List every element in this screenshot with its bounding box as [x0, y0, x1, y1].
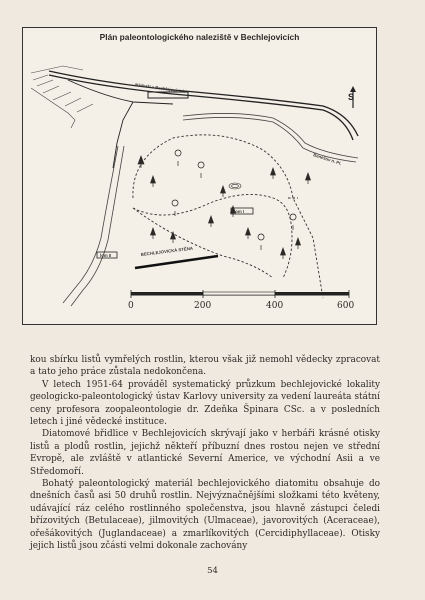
- scale-bar: [128, 290, 354, 311]
- page-number: 54: [207, 566, 218, 576]
- footpath: [133, 135, 323, 298]
- map-drawing: [23, 28, 378, 326]
- scale-tick-0: 0: [128, 301, 134, 311]
- site-map: [22, 27, 377, 325]
- scale-tick-200: 200: [194, 301, 212, 311]
- paragraph: kou sbírku listů vymřelých rostlin, kterou však již nemohl vědecky zpracovat a tato jeho práce zůstala nedokončena.: [30, 355, 380, 378]
- tree-symbols: [138, 150, 311, 259]
- paragraph: Bohatý paleontologický materiál bechlejovického diatomitu obsahuje do dnešních časů asi 50 druhů rostlin. Nejvýznačnějšími složkami této květeny, udávající ráz celého rostlinného společenstva, jsou hlavně zástupci čeledi břízovitých (Betulaceae), jilmovitých (Ulmaceae), javorovitých (Aceraceae), ořešákovitých (Juglandaceae) a zmarlíkovitých (Cercidiphyllaceae). Otisky jejich listů jsou zčásti velmi dokonale zachovány: [30, 479, 380, 552]
- road: [63, 113, 358, 306]
- paragraph: Diatomové břidlice v Bechlejovicích skrývají jako v herbáři krásné otisky listů a plodů rostlin, jejichž někteří příbuzní dnes rostou nejen ve střední Evropě, ale zvláště v atlantické Severní Americe, ve východní Asii a ve Středomoří.: [30, 429, 380, 477]
- station-label: Nádraží v Bechlejovicích: [134, 82, 186, 95]
- scale-tick-600: 600: [337, 301, 355, 311]
- mound-symbol: [229, 183, 241, 189]
- wall-label: BECHLEJOVICKÁ STĚNA: [140, 245, 194, 257]
- north-arrow-icon: [348, 86, 356, 108]
- road-label: Benešov n. Pl.: [312, 152, 343, 167]
- paragraph: V letech 1951-64 prováděl systematický průzkum bechlejovické lokality geologicko-paleontologický ústav Karlovy university za vedení laureáta státní ceny profesora zoopaleontologie dr. Zdeňka Špinara CSc. a v posledních letech i jiné vědecké instituce.: [30, 379, 380, 428]
- quarry-pit-2-label: lom II: [100, 253, 112, 258]
- terrain-hatching: [31, 66, 93, 128]
- quarry-pit-1-label: lom I: [234, 209, 245, 214]
- map-title: Plán paleontologického naleziště v Bechlejovicích: [99, 32, 300, 42]
- scale-tick-400: 400: [266, 301, 284, 311]
- north-label: S: [348, 92, 355, 102]
- bechlejovice-wall: [135, 256, 218, 268]
- body-text: [30, 354, 380, 553]
- railway-line: [49, 71, 358, 168]
